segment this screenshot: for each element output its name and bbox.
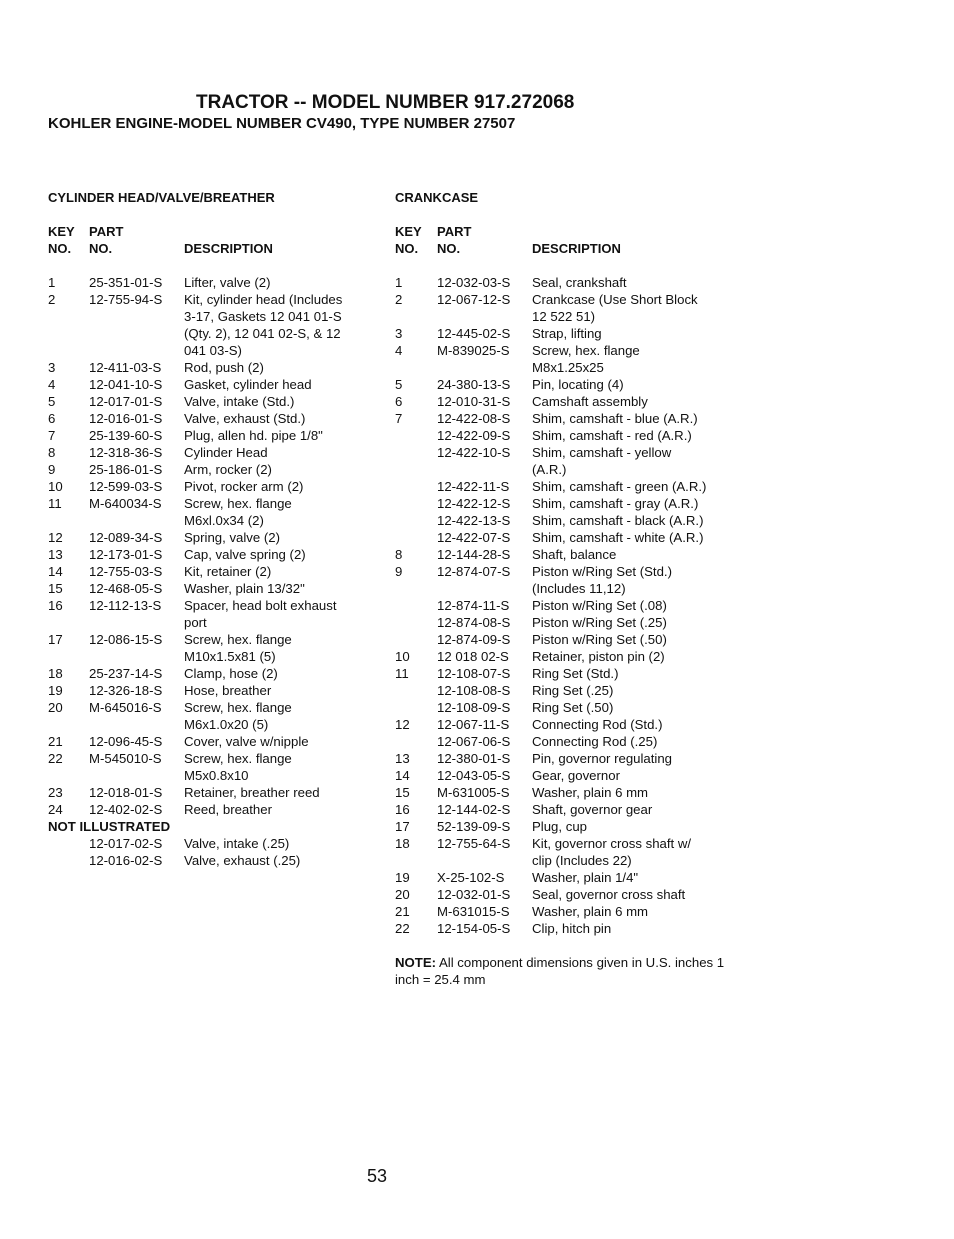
description: Hose, breather [184,683,272,698]
table-row [48,546,378,563]
table-row [395,512,740,529]
key-no: 2 [395,292,403,307]
part-no: 24-380-13-S [437,377,511,392]
part-no: 12-017-01-S [89,394,163,409]
key-no: 18 [48,666,63,681]
part-no: 12-096-45-S [89,734,163,749]
table-row [395,835,740,852]
description: clip (Includes 22) [532,853,632,868]
part-no: 12-402-02-S [89,802,163,817]
header-part: PART [89,224,124,239]
key-no: 3 [48,360,56,375]
key-no: 9 [395,564,403,579]
table-row [395,274,740,291]
table-row [395,920,740,937]
description: Ring Set (.50) [532,700,614,715]
part-no: 12-144-02-S [437,802,511,817]
part-no: 12-041-10-S [89,377,163,392]
description: Arm, rocker (2) [184,462,272,477]
description: M8x1.25x25 [532,360,604,375]
description: Washer, plain 6 mm [532,785,649,800]
key-no: 8 [48,445,56,460]
part-no: M-545010-S [89,751,162,766]
description: Kit, retainer (2) [184,564,272,579]
description: Washer, plain 13/32" [184,581,305,596]
key-no: 19 [48,683,63,698]
not-illustrated-label [48,818,378,835]
table-row [48,648,378,665]
header-key: KEY [48,224,75,239]
key-no: 13 [395,751,410,766]
part-no: 12-599-03-S [89,479,163,494]
table-row [395,308,740,325]
description: Cap, valve spring (2) [184,547,306,562]
description: Piston w/Ring Set (Std.) [532,564,672,579]
description: Pin, locating (4) [532,377,624,392]
key-no: 14 [395,768,410,783]
note-text: All component dimensions given in U.S. inches 1 inch = 25.4 mm [395,955,725,987]
description: Plug, cup [532,819,587,834]
description: Seal, governor cross shaft [532,887,686,902]
description: Piston w/Ring Set (.50) [532,632,667,647]
key-no: 4 [48,377,56,392]
key-no: 7 [395,411,403,426]
table-row [48,495,378,512]
table-row [48,801,378,818]
part-no: 12-755-94-S [89,292,163,307]
table-row [395,393,740,410]
part-no: 12-874-07-S [437,564,511,579]
table-row [48,580,378,597]
table-row [48,410,378,427]
table-row [395,291,740,308]
part-no: 12 018 02-S [437,649,509,664]
description: Cylinder Head [184,445,268,460]
part-no: X-25-102-S [437,870,505,885]
description: Shim, camshaft - yellow [532,445,672,460]
part-no: 12-874-09-S [437,632,511,647]
key-no: 11 [395,666,409,681]
not-illustrated-rows [48,835,378,869]
key-no: 4 [395,343,403,358]
key-no: 9 [48,462,56,477]
part-no: 12-016-02-S [89,853,163,868]
description: Piston w/Ring Set (.25) [532,615,667,630]
description: Valve, exhaust (Std.) [184,411,306,426]
table-row [395,580,740,597]
description: Shaft, balance [532,547,617,562]
cylinder-head-parts-list [48,189,378,869]
part-no: 12-154-05-S [437,921,511,936]
page-subtitle: KOHLER ENGINE-MODEL NUMBER CV490, TYPE NUMBER 27507 [48,115,516,132]
parts-rows [395,274,740,937]
description: Strap, lifting [532,326,602,341]
part-no: 12-411-03-S [89,360,162,375]
not-illustrated-heading: NOT ILLUSTRATED [48,819,171,834]
description: Piston w/Ring Set (.08) [532,598,667,613]
description: Connecting Rod (.25) [532,734,658,749]
crankcase-parts-list [395,189,740,988]
key-no: 6 [395,394,403,409]
part-no: M-640034-S [89,496,162,511]
description: M6x1.0x20 (5) [184,717,269,732]
part-no: 12-086-15-S [89,632,163,647]
table-row [48,444,378,461]
table-row [395,342,740,359]
part-no: 12-067-12-S [437,292,511,307]
description: Spacer, head bolt exhaust [184,598,337,613]
key-no: 5 [48,394,56,409]
table-row [395,444,740,461]
part-no: 12-017-02-S [89,836,163,851]
table-row [395,563,740,580]
description: Ring Set (Std.) [532,666,619,681]
description: Lifter, valve (2) [184,275,271,290]
table-row [395,376,740,393]
description: Reed, breather [184,802,272,817]
part-no: 12-032-03-S [437,275,511,290]
table-row [395,648,740,665]
description: Shim, camshaft - white (A.R.) [532,530,704,545]
part-no: 12-089-34-S [89,530,163,545]
description: Ring Set (.25) [532,683,614,698]
table-header [395,223,740,261]
key-no: 11 [48,496,62,511]
part-no: 12-445-02-S [437,326,511,341]
description: Gasket, cylinder head [184,377,312,392]
table-row [395,546,740,563]
table-row [395,733,740,750]
description: Shim, camshaft - black (A.R.) [532,513,704,528]
header-part: PART [437,224,472,239]
description: M6xl.0x34 (2) [184,513,264,528]
page-title: TRACTOR -- MODEL NUMBER 917.272068 [196,92,575,113]
description: Seal, crankshaft [532,275,627,290]
table-row [395,495,740,512]
table-row [395,801,740,818]
table-row [48,461,378,478]
description: Washer, plain 1/4" [532,870,639,885]
description: Shim, camshaft - green (A.R.) [532,479,707,494]
part-no: 25-139-60-S [89,428,163,443]
part-no: 12-032-01-S [437,887,511,902]
description: Retainer, piston pin (2) [532,649,665,664]
description: Connecting Rod (Std.) [532,717,663,732]
header-key-no: NO. [395,241,419,256]
description: (A.R.) [532,462,567,477]
description: (Qty. 2), 12 041 02-S, & 12 [184,326,341,341]
part-no: M-839025-S [437,343,510,358]
table-row [48,308,378,325]
part-no: 12-326-18-S [89,683,163,698]
description: Plug, allen hd. pipe 1/8" [184,428,323,443]
dimensions-note [395,954,735,988]
key-no: 12 [395,717,410,732]
page-number: 53 [366,1166,388,1186]
key-no: 20 [395,887,410,902]
table-row [395,767,740,784]
part-no: 12-422-10-S [437,445,511,460]
table-row [48,784,378,801]
table-row [395,903,740,920]
description: Screw, hex. flange [184,496,292,511]
key-no: 3 [395,326,403,341]
header-part-no: NO. [89,241,113,256]
table-row [48,478,378,495]
key-no: 23 [48,785,63,800]
description: Shim, camshaft - gray (A.R.) [532,496,699,511]
section-title-crankcase: CRANKCASE [395,190,479,205]
part-no: 12-144-28-S [437,547,511,562]
part-no: 12-468-05-S [89,581,163,596]
table-row [395,427,740,444]
table-row [395,869,740,886]
header-description: DESCRIPTION [184,241,273,256]
key-no: 17 [395,819,410,834]
table-row [395,631,740,648]
table-row [395,716,740,733]
part-no: 12-422-13-S [437,513,511,528]
description: Spring, valve (2) [184,530,281,545]
table-row [48,750,378,767]
table-row [395,682,740,699]
description: Kit, cylinder head (Includes [184,292,343,307]
table-row [395,818,740,835]
note-label: NOTE: [395,955,437,970]
key-no: 17 [48,632,63,647]
part-no: 12-108-08-S [437,683,511,698]
table-row [395,359,740,376]
table-row [48,835,378,852]
key-no: 21 [395,904,410,919]
description: Shim, camshaft - red (A.R.) [532,428,692,443]
table-row [48,529,378,546]
part-no: 12-422-11-S [437,479,510,494]
description: Retainer, breather reed [184,785,320,800]
part-no: 12-043-05-S [437,768,511,783]
key-no: 19 [395,870,410,885]
table-row [395,325,740,342]
part-no: 12-067-11-S [437,717,510,732]
part-no: 12-318-36-S [89,445,163,460]
part-no: 12-112-13-S [89,598,162,613]
description: Shim, camshaft - blue (A.R.) [532,411,698,426]
table-row [48,342,378,359]
table-row [48,325,378,342]
key-no: 2 [48,292,56,307]
description: Camshaft assembly [532,394,648,409]
key-no: 1 [395,275,403,290]
table-row [395,886,740,903]
header-description: DESCRIPTION [532,241,621,256]
key-no: 8 [395,547,403,562]
header-part-no: NO. [437,241,461,256]
description: Crankcase (Use Short Block [532,292,698,307]
key-no: 16 [48,598,63,613]
description: Shaft, governor gear [532,802,653,817]
table-row [395,529,740,546]
key-no: 7 [48,428,56,443]
description: M10x1.5x81 (5) [184,649,276,664]
key-no: 15 [48,581,63,596]
description: Washer, plain 6 mm [532,904,649,919]
table-row [48,512,378,529]
table-row [48,716,378,733]
table-row [48,291,378,308]
part-no: M-631015-S [437,904,510,919]
key-no: 15 [395,785,410,800]
key-no: 20 [48,700,63,715]
table-row [395,461,740,478]
table-row [395,665,740,682]
part-no: 25-186-01-S [89,462,163,477]
table-row [48,274,378,291]
part-no: M-645016-S [89,700,162,715]
description: 041 03-S) [184,343,242,358]
parts-rows [48,274,378,818]
table-row [48,597,378,614]
key-no: 10 [48,479,63,494]
part-no: 12-755-64-S [437,836,511,851]
table-row [395,410,740,427]
description: Clip, hitch pin [532,921,612,936]
description: Pivot, rocker arm (2) [184,479,304,494]
header-key-no: NO. [48,241,72,256]
part-no: 12-067-06-S [437,734,511,749]
table-row [48,852,378,869]
description: Screw, hex. flange [184,632,292,647]
part-no: 12-422-09-S [437,428,511,443]
part-no: M-631005-S [437,785,510,800]
key-no: 5 [395,377,403,392]
table-row [48,767,378,784]
description: 3-17, Gaskets 12 041 01-S [184,309,342,324]
key-no: 12 [48,530,63,545]
description: Valve, intake (Std.) [184,394,295,409]
table-row [48,665,378,682]
part-no: 12-874-08-S [437,615,511,630]
description: Screw, hex. flange [532,343,640,358]
part-no: 12-874-11-S [437,598,510,613]
table-row [48,563,378,580]
table-row [395,852,740,869]
part-no: 25-237-14-S [89,666,163,681]
part-no: 25-351-01-S [89,275,163,290]
section-title-cylinder-head: CYLINDER HEAD/VALVE/BREATHER [48,190,275,205]
key-no: 6 [48,411,56,426]
part-no: 12-380-01-S [437,751,511,766]
description: Clamp, hose (2) [184,666,278,681]
table-row [395,597,740,614]
table-row [395,750,740,767]
key-no: 10 [395,649,410,664]
table-row [48,631,378,648]
table-row [48,614,378,631]
table-row [48,682,378,699]
table-row [395,614,740,631]
description: M5x0.8x10 [184,768,249,783]
description: Valve, intake (.25) [184,836,290,851]
description: Screw, hex. flange [184,751,292,766]
part-no: 12-422-08-S [437,411,511,426]
table-header [48,223,378,261]
part-no: 12-173-01-S [89,547,163,562]
key-no: 22 [395,921,410,936]
table-row [48,733,378,750]
description: Kit, governor cross shaft w/ [532,836,692,851]
table-row [48,427,378,444]
key-no: 24 [48,802,63,817]
part-no: 12-422-12-S [437,496,511,511]
key-no: 13 [48,547,63,562]
description: port [184,615,207,630]
description: Rod, push (2) [184,360,264,375]
key-no: 1 [48,275,56,290]
description: Screw, hex. flange [184,700,292,715]
description: Valve, exhaust (.25) [184,853,301,868]
description: 12 522 51) [532,309,596,324]
table-row [395,699,740,716]
part-no: 12-016-01-S [89,411,163,426]
key-no: 22 [48,751,63,766]
description: Gear, governor [532,768,620,783]
table-row [48,376,378,393]
description: Cover, valve w/nipple [184,734,309,749]
key-no: 16 [395,802,410,817]
part-no: 12-108-09-S [437,700,511,715]
description: (Includes 11,12) [532,581,626,596]
table-row [395,784,740,801]
part-no: 12-108-07-S [437,666,511,681]
part-no: 12-755-03-S [89,564,163,579]
table-row [48,359,378,376]
key-no: 14 [48,564,63,579]
table-row [395,478,740,495]
table-row [48,393,378,410]
description: Pin, governor regulating [532,751,673,766]
part-no: 12-010-31-S [437,394,511,409]
key-no: 18 [395,836,410,851]
table-row [48,699,378,716]
key-no: 21 [48,734,63,749]
header-key: KEY [395,224,422,239]
part-no: 52-139-09-S [437,819,511,834]
part-no: 12-422-07-S [437,530,511,545]
part-no: 12-018-01-S [89,785,163,800]
